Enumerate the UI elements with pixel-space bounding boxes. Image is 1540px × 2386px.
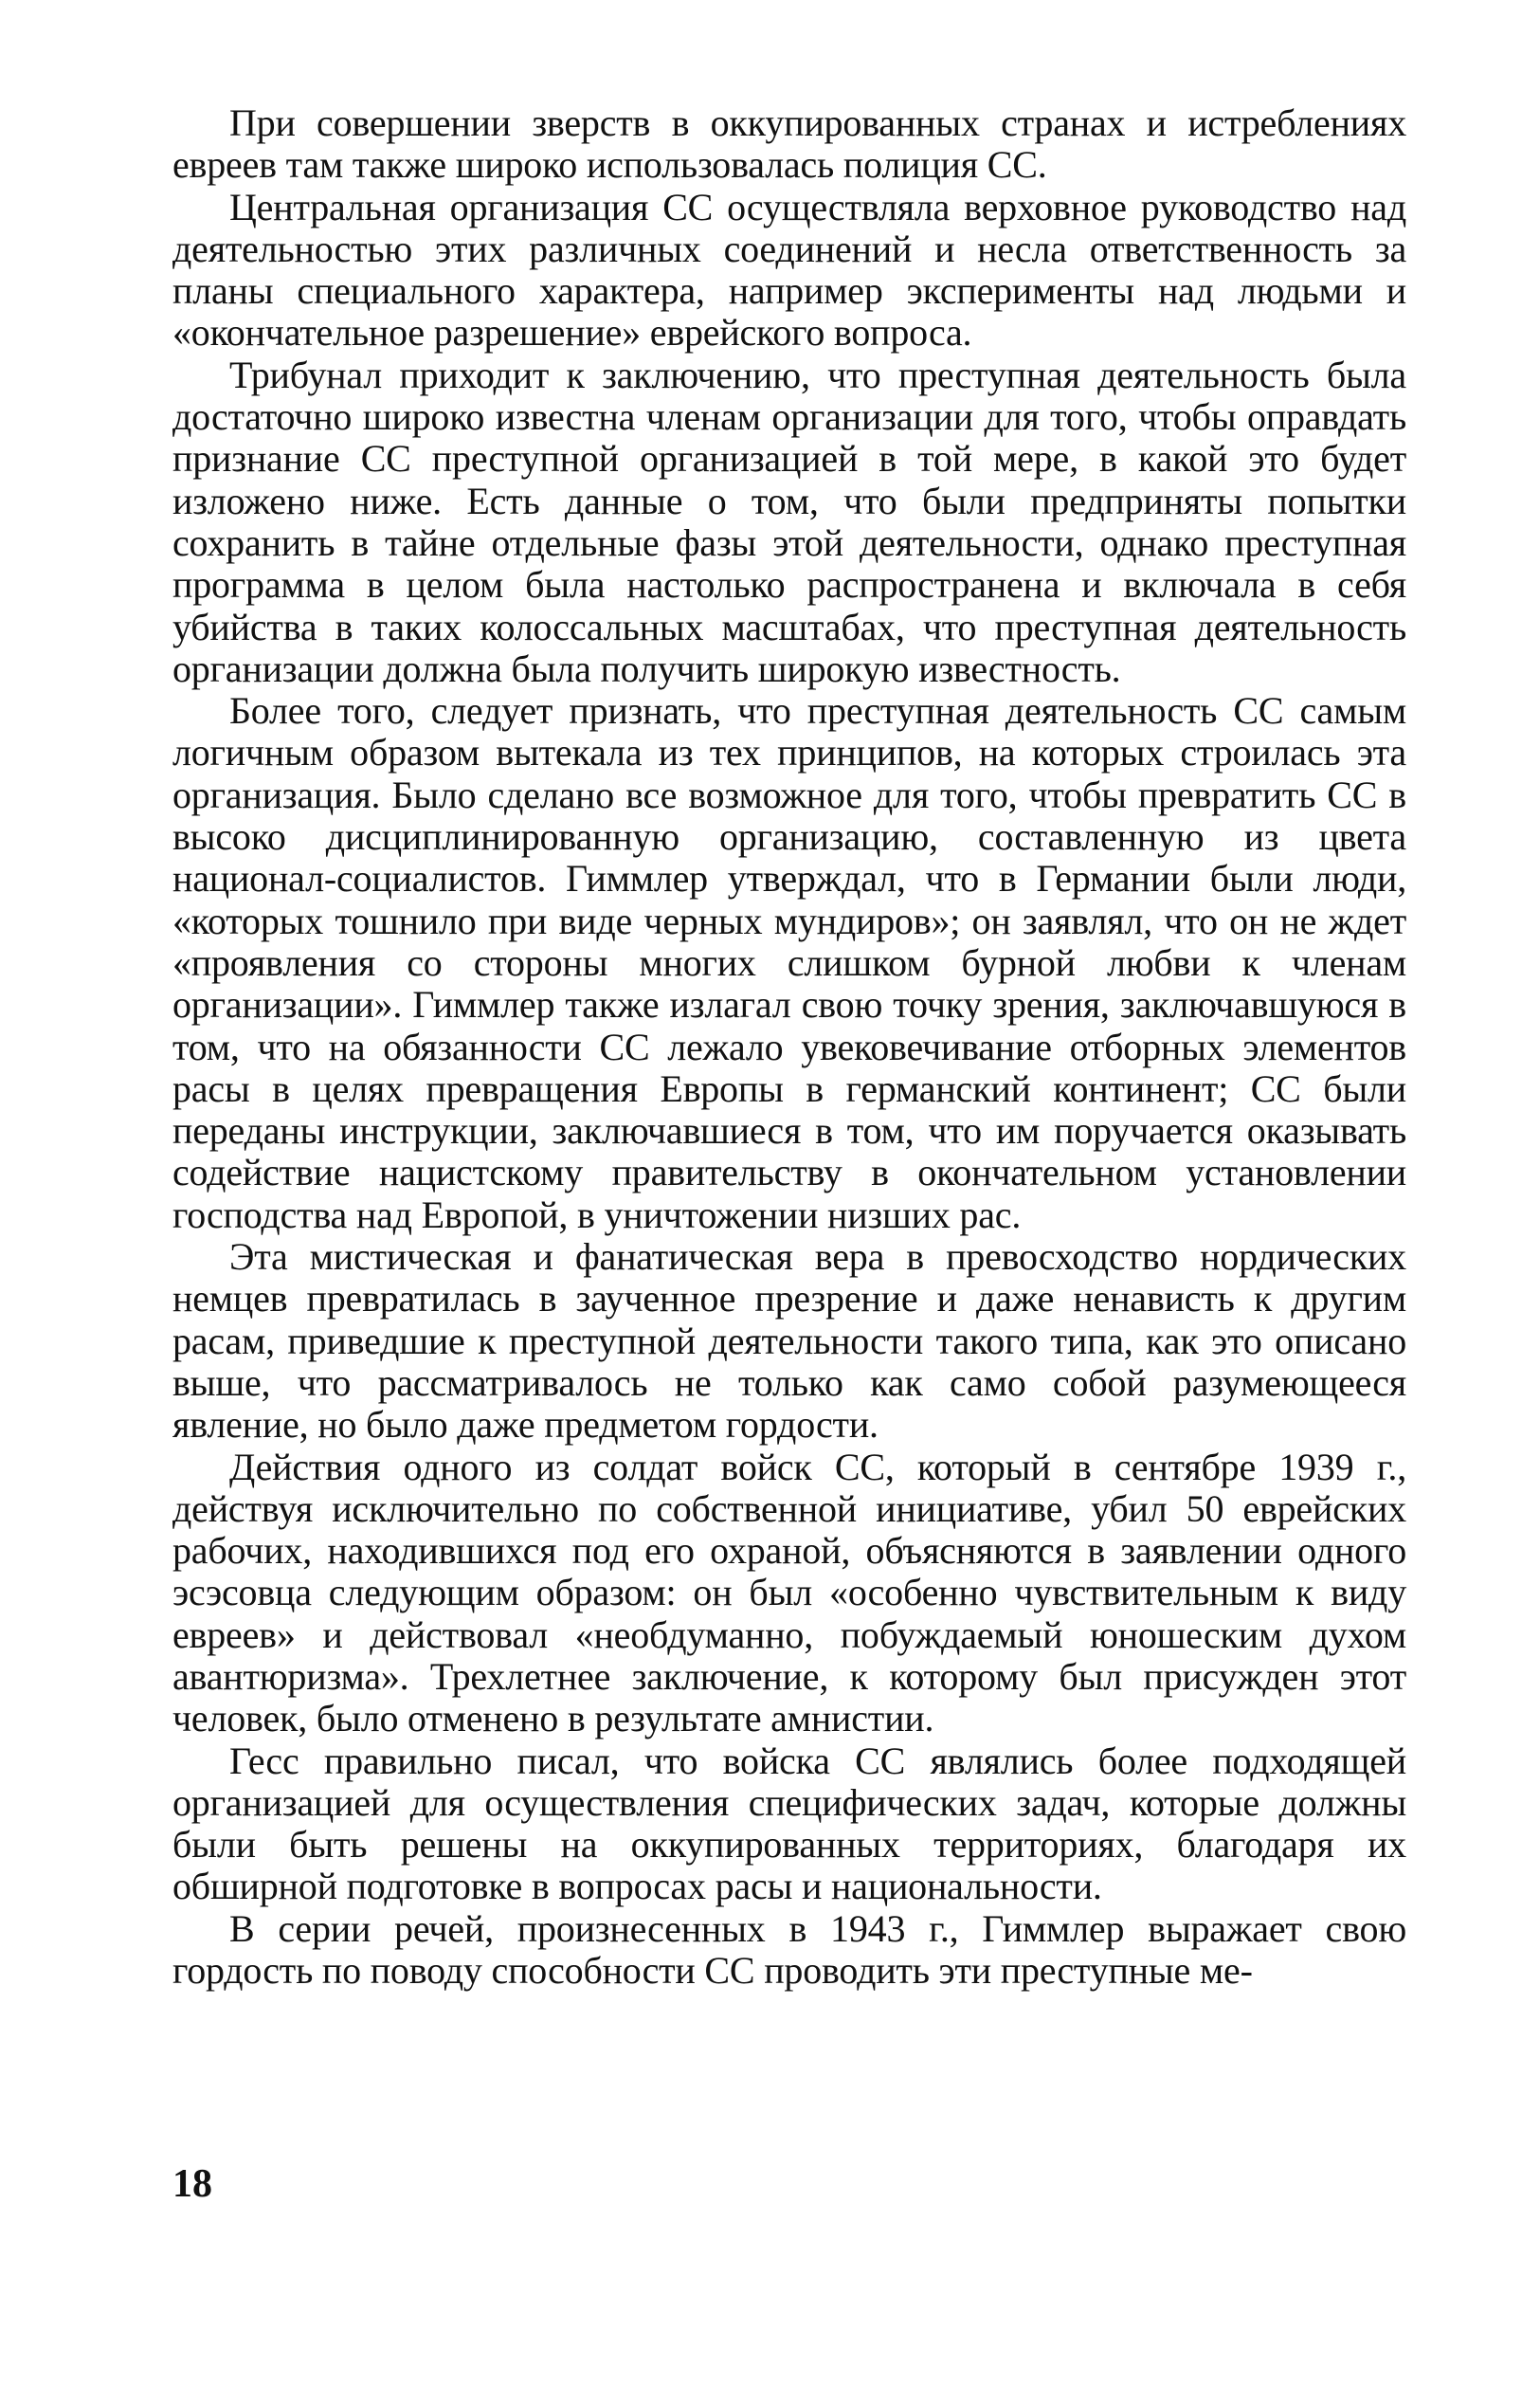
page-body xyxy=(172,102,1406,1992)
page-number: 18 xyxy=(172,2162,212,2206)
paragraph-4: Более того, следует признать, что преступная деятельность СС самым логичным образом вытекала из тех принципов, на которых строилась эта организация. Было сделано все возможное для того, чтобы превратить СС в высоко дисциплинированную организацию, составленную из цвета национал-социалистов. Гиммлер утверждал, что в Германии были люди, «которых тошнило при виде черных мундиров»; он заявлял, что он не ждет «проявления со стороны многих слишком бурной любви к членам организации». Гиммлер также излагал свою точку зрения, заключавшуюся в том, что на обязанности СС лежало увековечивание отборных элементов расы в целях превращения Европы в германский континент; СС были переданы инструкции, заключавшиеся в том, что им поручается оказывать содействие нацистскому правительству в окончательном установлении господства над Европой, в уничтожении низших рас. xyxy=(172,689,1406,1236)
paragraph-3: Трибунал приходит к заключению, что преступная деятельность была достаточно широко известна членам организации для того, чтобы оправдать признание СС преступной организацией в той мере, в какой это будет изложено ниже. Есть данные о том, что были предприняты попытки сохранить в тайне отдельные фазы этой деятельности, однако преступная программа в целом была настолько распространена и включала в себя убийства в таких колоссальных масштабах, что преступная деятельность организации должна была получить широкую известность. xyxy=(172,353,1406,690)
paragraph-5: Эта мистическая и фанатическая вера в превосходство нордических немцев превратилась в заученное презрение и даже ненависть к другим расам, приведшие к преступной деятельности такого типа, как это описано выше, что рассматривалось не только как само собой разумеющееся явление, но было даже предметом гордости. xyxy=(172,1235,1406,1447)
paragraph-6: Действия одного из солдат войск СС, который в сентябре 1939 г., действуя исключительно по собственной инициативе, убил 50 еврейских рабочих, находившихся под его охраной, объясняются в заявлении одного эсэсовца следующим образом: он был «особенно чувствительным к виду евреев» и действовал «необдуманно, побуждаемый юношеским духом авантюризма». Трехлетнее заключение, к которому был присужден этот человек, было отменено в результате амнистии. xyxy=(172,1445,1406,1740)
paragraph-1: При совершении зверств в оккупированных странах и истреблениях евреев там также широко использовалась полиция СС. xyxy=(172,101,1406,187)
paragraph-8: В серии речей, произнесенных в 1943 г., Гиммлер выражает свою гордость по поводу способности СС проводить эти преступные ме- xyxy=(172,1906,1406,1993)
paragraph-2: Центральная организация СС осуществляла верховное руководство над деятельностью этих различных соединений и несла ответственность за планы специального характера, например эксперименты над людьми и «окончательное разрешение» еврейского вопроса. xyxy=(172,185,1406,355)
paragraph-7: Гесс правильно писал, что войска СС являлись более подходящей организацией для осуществления специфических задач, которые должны были быть решены на оккупированных территориях, благодаря их обширной подготовке в вопросах расы и национальности. xyxy=(172,1739,1406,1908)
